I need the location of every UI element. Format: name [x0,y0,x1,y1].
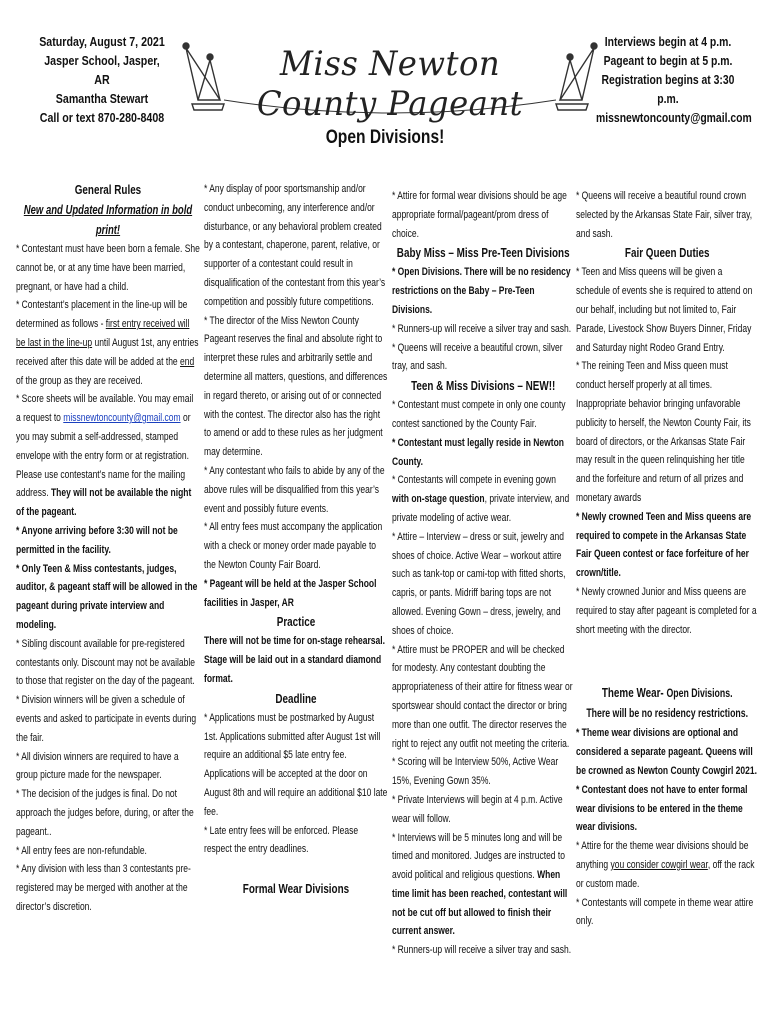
rule-text: * The director of the Miss Newton County Pageant reserves the final and absolute right to interpret these rules and arbitrarily settle and determine all matters, questions, and differences in regard thereto, or arising out of or connected with the contest. The director also has the right to amend or add to these rules as her judgment may determine. [204,314,388,459]
rule-text: * Any division with less than 3 contestants pre-registered may be merged with another at the director’s discretion. [16,863,191,913]
rule-text: * Runners-up will receive a silver tray and sash. [392,322,572,335]
email-link[interactable]: missnewtoncounty@gmail.com [63,412,181,425]
rule-text: * All entry fees must accompany the application with a check or money order made payable to the Newton County Fair Board. [204,521,383,571]
pageant-time: Pageant to begin at 5 p.m. [603,53,733,68]
rule-text: * Score sheets will be available. You may email a request to missnewtoncounty@gmail.com or you may submit a self-addressed, stamped envelope with the entry form or at registration. Please use contestant’s name for the mailing address. They will not be available the night of the pageant. [16,393,194,519]
rule-text: * Contestant does not have to enter formal wear divisions to be entered in the theme wear divisions. [576,783,748,834]
fair-queen-heading: Fair Queen Duties [624,245,710,261]
queen-duties-column [576,187,758,931]
rule-text: * Anyone arriving before 3:30 will not be permitted in the facility. [16,524,178,556]
deadline-heading: Deadline [275,690,317,706]
event-date: Saturday, August 7, 2021 [39,34,165,49]
rule-text: * The reining Teen and Miss queen must conduct herself properly at all times. Inappropriate behavior bringing unfavorable publicity to herself, the Newton County Fair, its board of directors, or the Arkansas State Fair may result in the queen relinquishing her title and the forfeiture and return of all prizes and monetary awards [576,360,751,504]
practice-text: There will not be time for on-stage rehearsal. Stage will be laid out in a standard diamond format. [204,635,385,685]
rule-text: * The decision of the judges is final. Do not approach the judges before, during, or after the pageant.. [16,788,194,838]
rule-text: * Attire must be PROPER and will be checked for modesty. Any contestant doubting the appropriateness of their attire for fitness wear or sportswear should contact the director or bring more than one outfit. The director reserves the right to reject any outfit not meeting the criteria. [392,643,573,750]
rule-text: * Interviews will be 5 minutes long and will be timed and monitored. Judges are instructed to avoid political and religious questions. When time limit has been reached, contestant will not be cut off but allowed to finish their current answer. [392,831,568,938]
rule-text: * Only Teen & Miss contestants, judges, auditor, & pageant staff will be allowed in the pageant during private interview and modeling. [16,562,198,631]
contact-phone: Call or text 870-280-8408 [39,110,165,125]
general-rules-heading: General Rules [74,182,142,197]
rule-text: * Teen and Miss queens will be given a schedule of events she is required to attend on our behalf, including but not limited to, Fair Parade, Livestock Show Buyers Dinner, Friday and Saturday night Rodeo Grand Entry. [576,266,753,354]
rule-text: * Attire for formal wear divisions should be age appropriate formal/pageant/prom dress of choice. [392,190,567,240]
theme-wear-heading: Theme Wear- Open Divisions. [601,685,733,701]
deadline-text: * Applications must be postmarked by August 1st. Applications submitted after August 1st will require an additional $5 late entry fee. Applications will be accepted at the door on August 8th and will require an additional $10 late fee. [204,711,388,818]
rule-text: * Contestant must compete in only one county contest sanctioned by the County Fair. [392,399,566,430]
rule-text: * Queens will receive a beautiful crown, silver tray, and sash. [392,341,563,373]
interview-time: Interviews begin at 4 p.m. [604,34,732,49]
event-info [36,32,167,127]
pageant-logo-title: Miss Newton County Pageant [256,44,524,124]
rule-text: * Theme wear divisions are optional and considered a separate pageant. Queens will be crowned as Newton County Cowgirl 2021. [576,727,757,777]
rule-text: * Sibling discount available for pre-registered contestants only. Discount may not be available to those that register on the day of the pageant. [16,637,195,688]
contact-email: missnewtoncounty@gmail.com [596,110,752,125]
rule-text: * Newly crowned Teen and Miss queens are required to compete in the Arkansas State Fair Queen contest or face forfeiture of her crown/title. [576,510,752,580]
rule-text: * Private Interviews will begin at 4 p.m. Active wear will follow. [392,793,563,825]
rule-text: * Pageant will be held at the Jasper School facilities in Jasper, AR [204,577,377,609]
rule-text: * Attire – Interview – dress or suit, jewelry and shoes of choice. Active Wear – workout attire such as tank-top or cami-top with fitted shorts, capris, or pants. Midriff baring tops are not allowed. Evening Gown – dress, jewelry, and shoes of choice. [392,530,566,637]
deadline-text: * Late entry fees will be enforced. Please respect the entry deadlines. [204,824,359,856]
rule-text: * Contestant must have been born a female. She cannot be, or at any time have been married, pregnant, or have had a child. [16,243,200,293]
rule-text: * Scoring will be Interview 50%, Active Wear 15%, Evening Gown 35%. [392,756,559,788]
rule-text: * Any display of poor sportsmanship and/or conduct unbecoming, any interference and/or disturbance, or any behavioral problem created by a contestant, chaperone, parent, relative, or supporter of a contestant could result in disqualification of the contestant from this year’s competition and possibly future competitions. [204,183,386,308]
rule-text: * Contestant’s placement in the line-up will be determined as follows - first entry received will be last in the line-up until August 1st, any entries received after this date will be added at the end of the group as they are received. [16,299,199,387]
formal-wear-heading: Formal Wear Divisions [242,881,350,897]
page-title: Open Divisions! [325,127,445,148]
contact-name: Samantha Stewart [55,91,149,106]
practice-heading: Practice [276,614,316,630]
rule-text: * Open Divisions. There will be no residency restrictions on the Baby – Pre-Teen Divisions. [392,266,571,316]
rule-text: * Any contestant who fails to abide by any of the above rules will be disqualified from this year’s event and possibly future events. [204,464,385,515]
event-location: Jasper School, Jasper, AR [44,53,160,87]
rule-text: * Contestants will compete in evening gown with on-stage question, private interview, and private modeling of active wear. [392,474,570,524]
rule-text: * Runners-up will receive a silver tray and sash. [392,944,572,957]
baby-division-heading: Baby Miss – Miss Pre-Teen Divisions [396,245,570,261]
rule-text: * Contestants will compete in theme wear attire only. [576,896,754,928]
rule-text: * Queens will receive a beautiful round crown selected by the Arkansas State Fair, silver tray, and sash. [576,190,753,240]
teen-division-heading: Teen & Miss Divisions – NEW!! [411,378,556,394]
rule-text: * Attire for the theme wear divisions should be anything you consider cowgirl wear, off the rack or custom made. [576,840,755,890]
rule-text: * Division winners will be given a schedule of events and asked to participate in events during the fair. [16,694,197,744]
divisions-column [392,187,574,960]
registration-time: Registration begins at 3:30 p.m. [601,72,735,106]
rule-text: * All division winners are required to have a group picture made for the newspaper. [16,750,179,782]
rule-text: * Newly crowned Junior and Miss queens are required to stay after pageant is completed for a short meeting with the director. [576,585,757,636]
general-rules-column [16,180,200,917]
rule-text: * All entry fees are non-refundable. [16,844,147,857]
rules-column-2 [204,180,388,899]
theme-wear-subheading: There will be no residency restrictions. [586,708,749,721]
rule-text: * Contestant must legally reside in Newton County. [392,436,564,468]
schedule-info [596,32,752,127]
general-rules-subheading: New and Updated Information in bold print! [23,203,193,237]
